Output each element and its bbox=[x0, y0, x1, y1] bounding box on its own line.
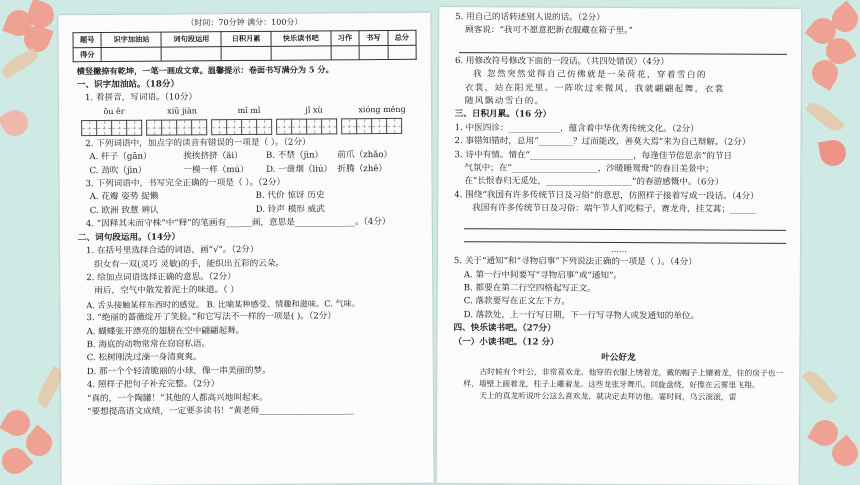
pinyin: xióng měng bbox=[358, 105, 406, 115]
option: 前爪（zhǎo） bbox=[337, 150, 393, 161]
answer-line[interactable] bbox=[459, 46, 787, 55]
question-text: “真的，一个陶罐！”其他的人都高兴地叫起来。 bbox=[87, 392, 268, 404]
pinyin: mǐ mǐ bbox=[237, 106, 261, 116]
question-options: A. 舌头接触某样东西时的感觉。 B. 比喻某种感受、情趣和滋味。C. 气味。 bbox=[86, 297, 360, 310]
option: C. 落款要写在正文左下方。 bbox=[463, 296, 570, 308]
question: 5. 关于“通知”和“寻物启事”下列说法正确的一项是（ ）。（4分） bbox=[453, 256, 697, 268]
score-cell[interactable] bbox=[101, 47, 161, 62]
ellipsis: …… bbox=[610, 244, 628, 254]
score-header: 词句段运用 bbox=[161, 32, 221, 47]
option: C. 松树刚洗过澡一身清爽爽。 bbox=[86, 352, 202, 364]
paragraph-line: 随风飘动雪白的。 bbox=[464, 96, 545, 107]
section-heading: 三、日积月累。（16 分） bbox=[454, 109, 552, 121]
option: D. 铃声 模形 威武 bbox=[255, 204, 325, 215]
options-row bbox=[59, 162, 431, 178]
option: D. 一凿烟（liú） bbox=[266, 164, 333, 175]
option: A. 花瓣 姿势 捉懒 bbox=[89, 192, 159, 203]
question: 6. 用修改符号修改下面的一段话。（共四处错误）（4分） bbox=[454, 55, 670, 68]
option: A. 蝴蝶张开漂亮的翅膀在空中翩翩起舞。 bbox=[86, 325, 245, 337]
section-heading: 一、识字加油站。（18分） bbox=[76, 79, 180, 90]
question: 5. 用自己的话转述别人说的话。（2分） bbox=[455, 12, 605, 23]
question: 1. 中医四诊：____________，蕴含着中华优秀传统文化。（2分） bbox=[454, 122, 699, 135]
exam-header: （时间：70分钟 满分：100分） bbox=[186, 17, 303, 28]
score-cell[interactable] bbox=[221, 46, 271, 61]
answer-line[interactable] bbox=[464, 222, 786, 231]
question: 4. 照样子把句子补充完整。（2分） bbox=[86, 379, 220, 391]
pinyin: ōu ěr bbox=[103, 107, 125, 117]
option: D. 落款处，上一行写日期，下一行写寻物人或发通知的单位。 bbox=[463, 309, 700, 322]
writing-boxes[interactable] bbox=[59, 118, 431, 137]
intro-text: 横竖撇捺有乾坤，一笔一画成文章。温馨提示：卷面书写满分为 5 分。 bbox=[76, 64, 334, 77]
question: 2. 事错知错时，总用“________？过而能改，善莫大焉”来为自己辩解。（2分） bbox=[454, 136, 751, 148]
exam-left-page bbox=[58, 13, 433, 485]
option: 一模一样（mú） bbox=[183, 164, 249, 176]
subsection-heading: （一）小读书吧。（12 分） bbox=[453, 336, 559, 348]
story-paragraph: 天上的真龙听说叶公这么喜欢龙，就决定去拜访他。霎时间，乌云滚滚，雷 bbox=[479, 391, 737, 402]
question-text: 织女有一双(灵巧 灵敏)的手，能织出五彩的云朵。 bbox=[94, 258, 285, 270]
question: 2. 下列词语中，加点字的读音有错误的一项是（ ）。（2分） bbox=[85, 137, 311, 149]
option: 折腾（zhē） bbox=[337, 163, 388, 175]
score-cell[interactable] bbox=[271, 46, 331, 61]
option: B. 海底的动物常常在窃窃私语。 bbox=[86, 339, 211, 351]
question-text: 气氛中；在“____________________，沙暖睡鸳鸯”的春日美景中； bbox=[464, 163, 714, 175]
score-header: 识字加油站 bbox=[101, 32, 161, 47]
question-text: 在“长恨春归无觅处，____________________”的春游感慨中。（6分） bbox=[464, 176, 724, 189]
question: 1. 看拼音，写词语。（10分） bbox=[84, 92, 198, 104]
exam-right-page bbox=[437, 7, 801, 485]
score-row-label: 得分 bbox=[73, 47, 101, 62]
score-cell[interactable] bbox=[161, 46, 221, 61]
question-text: 顾客说：“我可不愿意把新衣服藏在箱子里。” bbox=[465, 25, 633, 37]
pinyin-row bbox=[59, 103, 431, 119]
question: 2. 给加点词语选择正确的意思。（2分） bbox=[86, 271, 236, 284]
question: 3. 诗中有情。情在“________________________，每逢佳节倍思亲”的节日 bbox=[454, 149, 733, 162]
option: D. 那一个个轻清脆丽的小球，像一串美丽的梦。 bbox=[86, 365, 271, 377]
paragraph-line: 衣裳，站在阳光里。一阵吹过来微风，我就翩翩起舞，衣裳 bbox=[464, 82, 725, 95]
score-header: 习作 bbox=[331, 31, 359, 46]
story-title: 叶公好龙 bbox=[601, 352, 636, 364]
option: A. 杆子（gān） bbox=[89, 151, 152, 163]
question: 4. 围绕“我国有许多传统节日及习俗”的意思，仿照样子接着写成一段话。（4分） bbox=[454, 190, 759, 202]
score-cell[interactable] bbox=[331, 46, 359, 61]
question-text: 雨后，空气中散发着泥土的味道。（ ） bbox=[94, 285, 239, 297]
paragraph-line: 我 忽然突然觉得自己仿佛就是一朵荷花，穿着雪白的 bbox=[472, 69, 707, 81]
score-header: 题号 bbox=[73, 33, 101, 48]
score-cell[interactable] bbox=[359, 45, 387, 60]
score-cell[interactable] bbox=[388, 45, 417, 60]
question: 3. “绝丽的蔷薇绽开了笑脸。”和它写法不一样的一项是( )。（2分） bbox=[86, 311, 336, 324]
option: C. 劲吹（jìn） bbox=[89, 165, 147, 176]
score-header: 总分 bbox=[388, 31, 417, 46]
story-paragraph: 古时候有个叶公，非常喜欢龙。他穿的衣服上绣着龙，戴的帽子上镶着龙，住的房子也一样，墙壁上画着龙，柱子上雕着龙。这些龙张牙舞爪，回旋盘绕，好像在云雾里飞翔。 bbox=[463, 367, 784, 391]
question-text: 我国有许多传统节日及习俗：端午节人们吃粽子，赛龙舟，挂艾蒿；______ bbox=[472, 203, 756, 215]
section-heading: 四、快乐读书吧。（27分） bbox=[453, 323, 556, 334]
pinyin: jǐ xù bbox=[305, 105, 323, 116]
section-heading: 二、词句段运用。（14分） bbox=[77, 232, 181, 243]
option: C. 欧洲 致慧 辨认 bbox=[89, 205, 159, 216]
option: B. 代价 惊讶 历史 bbox=[255, 190, 325, 202]
score-table bbox=[72, 30, 416, 62]
score-header: 快乐读书吧 bbox=[271, 31, 331, 46]
question-text: “要想提高语文成绩，一定要多读书！”黄老师______________________ bbox=[87, 405, 354, 418]
option: 挨挨挤挤（āi） bbox=[183, 151, 243, 162]
question: 1. 在括号里选择合适的词语，画“√”。（2分） bbox=[85, 245, 259, 257]
option: A. 第一行中间要写“寻物启事”或“通知”。 bbox=[463, 269, 623, 281]
pinyin: xiū jiàn bbox=[167, 106, 197, 116]
score-header: 书写 bbox=[359, 31, 387, 46]
question: 4. “因释其未而守株”中“释”的笔画有______画，意思是______________。（4分） bbox=[85, 217, 391, 230]
option: B. 不禁（jìn） bbox=[265, 150, 324, 162]
question: 3. 下列词语中，书写完全正确的一项是（ ）。（2分） bbox=[85, 177, 286, 190]
score-header: 日积月累 bbox=[221, 32, 271, 47]
option: B. 都要在第二行空四格起写正文。 bbox=[463, 283, 596, 294]
